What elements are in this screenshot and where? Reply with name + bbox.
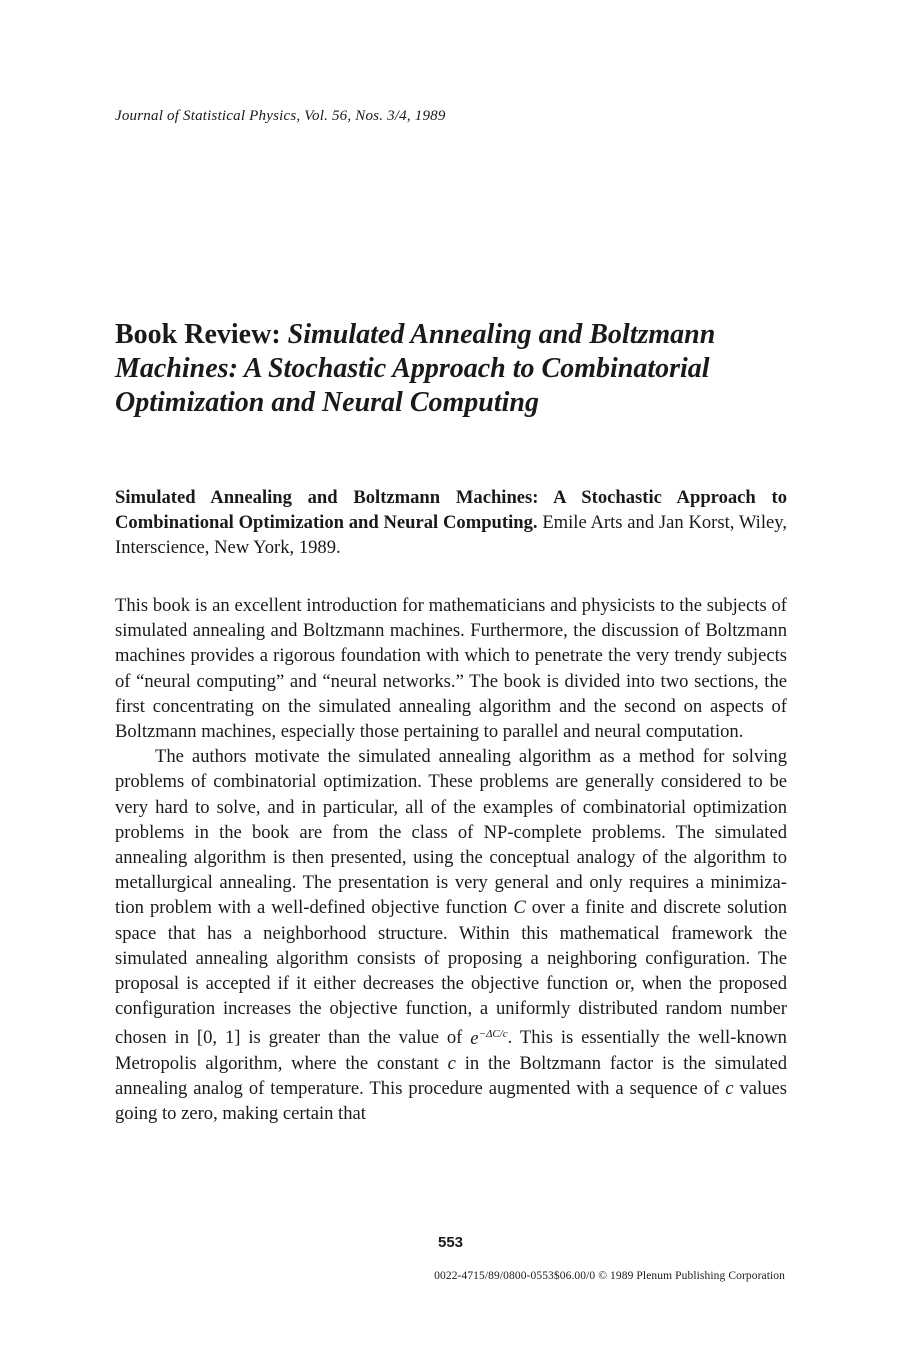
book-citation — [115, 485, 787, 560]
math-exp-superscript: −ΔC/c — [478, 1027, 508, 1040]
paragraph-1: This book is an excellent introduction for mathematicians and physicists to the subjects of simulated annealing and Boltzmann machines. Furthermore, the discussion of Boltzmann machines provides a rigorous foundation with which to penetrate the very trendy subjects of “neural computing” and “neural networks.” The book is divided into two sections, the first concentrating on the simulated annealing algorithm and the second on aspects of Boltzmann machines, especially those pertaining to parallel and neural computation. — [115, 595, 787, 743]
math-exp-base: e — [470, 1027, 479, 1049]
article-title — [115, 318, 795, 420]
title-lead: Book Review: — [115, 319, 288, 350]
page-number: 553 — [437, 1234, 464, 1251]
paragraph-2-text-d: in the Boltzmann factor is the simulated annealing analog of temperature. This procedure augmented with a sequence of — [115, 1052, 788, 1100]
paragraph-2-text-b: over a finite and discrete solution space that has a neighborhood structure. Within this mathematical framework the simulated annealing algorithm consists of proposing a neighboring configuration. The proposal is accepted if it either decreases the objective function or, when the proposed configuration increases the objective function, a uniformly distributed random number chosen in [0, 1] is greater than the value of — [115, 897, 787, 1049]
title-book-name: Simulated Annealing and Boltzmann Machines: A Stochastic Approach to Combinatorial Optimization and Neural Computing — [115, 319, 716, 418]
math-var-c-2: c — [725, 1078, 734, 1100]
paragraph-2 — [115, 744, 787, 1126]
paragraph-2-text-c: . This is essentially the well-known Metropolis algorithm, where the constant — [115, 1027, 787, 1074]
journal-header: Journal of Statistical Physics, Vol. 56, Nos. 3/4, 1989 — [115, 108, 446, 124]
math-var-C: C — [513, 897, 526, 919]
paragraph-2-text-e: values going to zero, making certain that — [115, 1078, 787, 1125]
citation-details: Emile Arts and Jan Korst, Wiley, Interscience, New York, 1989. — [115, 512, 787, 558]
paragraph-2-text-a: The authors motivate the simulated annealing algorithm as a method for solving problems of combinatorial optimization. These problems are generally considered to be very hard to solve, and in particular, all of the examples of combinatorial optimization problems in the book are from the class of NP-complete problems. The simulated annealing algorithm is then presented, using the conceptual analogy of the algorithm to metallurgical annealing. The presentation is very general and only requires a minimization problem with a well-defined objective function — [115, 746, 787, 919]
math-var-c: c — [447, 1052, 456, 1074]
review-body — [115, 593, 787, 1126]
citation-book-title: Simulated Annealing and Boltzmann Machines: A Stochastic Approach to Combinational Optimization and Neural Computing. — [115, 487, 787, 533]
copyright-footer: 0022-4715/89/0800-0553$06.00/0 © 1989 Plenum Publishing Corporation — [434, 1270, 785, 1282]
math-exponential — [470, 1028, 507, 1049]
